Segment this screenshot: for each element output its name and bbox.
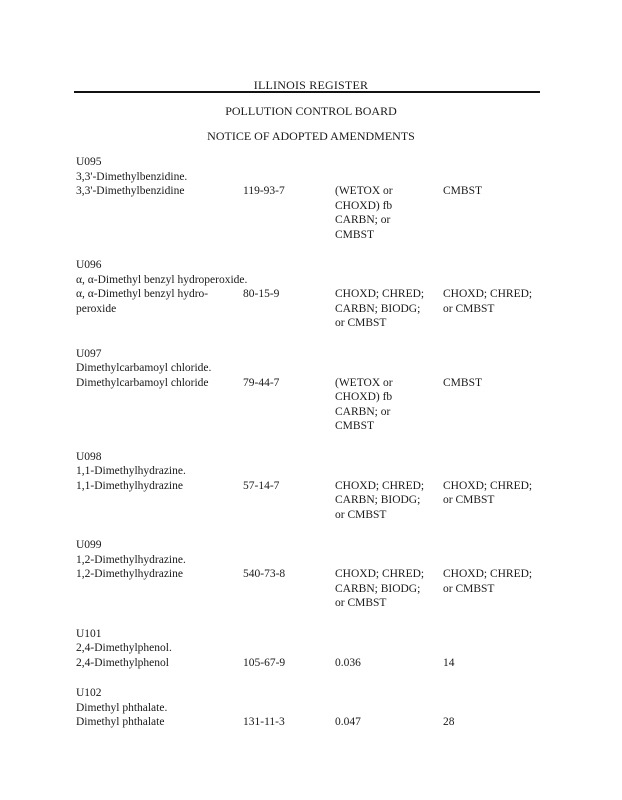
nonwastewater-standard: CHOXD; CHRED; or CMBST xyxy=(443,479,533,506)
nonwastewater-standard: CHOXD; CHRED; or CMBST xyxy=(443,568,533,595)
waste-description: 3,3'-Dimethylbenzidine. xyxy=(76,170,188,183)
constituent-name: 1,1-Dimethylhydrazine xyxy=(76,479,183,492)
waste-code: U102 xyxy=(76,687,102,699)
nonwastewater-standard: CMBST xyxy=(443,376,482,389)
cas-number: 131-11-3 xyxy=(243,716,285,728)
waste-description: Dimethylcarbamoyl chloride. xyxy=(76,362,212,374)
constituent-row xyxy=(76,715,556,730)
constituent-name: α, α-Dimethyl benzyl hydro- peroxide xyxy=(76,288,209,315)
constituent-name: 3,3'-Dimethylbenzidine xyxy=(76,185,185,197)
wastewater-standard: (WETOX or CHOXD) fb CARBN; or CMBST xyxy=(335,376,393,432)
waste-code: U101 xyxy=(76,627,102,640)
nonwastewater-standard: 14 xyxy=(443,656,455,669)
waste-description: α, α-Dimethyl benzyl hydroperoxide. xyxy=(76,273,248,286)
wastewater-standard: 0.047 xyxy=(335,716,361,728)
cas-number: 57-14-7 xyxy=(243,479,280,492)
header-rule xyxy=(74,91,540,93)
waste-entry xyxy=(76,450,556,523)
waste-code: U097 xyxy=(76,347,102,360)
waste-entry xyxy=(76,258,556,331)
waste-description: Dimethyl phthalate. xyxy=(76,701,168,714)
constituent-row xyxy=(76,376,556,434)
constituent-name: 1,2-Dimethylhydrazine xyxy=(76,568,183,580)
cas-number: 80-15-9 xyxy=(243,288,280,300)
waste-entry xyxy=(76,627,556,671)
waste-code: U098 xyxy=(76,450,102,463)
constituent-name: 2,4-Dimethylphenol xyxy=(76,656,169,669)
waste-code: U099 xyxy=(76,539,102,551)
nonwastewater-standard: 28 xyxy=(443,716,455,728)
register-title: ILLINOIS REGISTER xyxy=(253,78,369,92)
waste-entry xyxy=(76,155,556,242)
waste-code: U096 xyxy=(76,259,102,271)
waste-description: 2,4-Dimethylphenol. xyxy=(76,642,172,654)
cas-number: 119-93-7 xyxy=(243,185,285,197)
nonwastewater-standard: CHOXD; CHRED; or CMBST xyxy=(443,288,533,315)
constituent-name: Dimethylcarbamoyl chloride xyxy=(76,376,209,389)
notice-title: NOTICE OF ADOPTED AMENDMENTS xyxy=(207,129,415,143)
constituent-row xyxy=(76,656,556,671)
board-name: POLLUTION CONTROL BOARD xyxy=(225,104,397,118)
constituent-name: Dimethyl phthalate xyxy=(76,716,165,728)
wastewater-standard: 0.036 xyxy=(335,656,361,669)
constituent-row xyxy=(76,479,556,523)
waste-description: 1,2-Dimethylhydrazine. xyxy=(76,553,186,566)
wastewater-standard: (WETOX or CHOXD) fb CARBN; or CMBST xyxy=(335,185,393,241)
cas-number: 540-73-8 xyxy=(243,568,286,580)
wastewater-standard: CHOXD; CHRED; CARBN; BIODG; or CMBST xyxy=(335,288,425,329)
waste-entry xyxy=(76,538,556,611)
wastewater-standard: CHOXD; CHRED; CARBN; BIODG; or CMBST xyxy=(335,568,425,609)
waste-code: U095 xyxy=(76,156,102,168)
waste-table xyxy=(76,155,556,746)
constituent-row xyxy=(76,567,556,611)
cas-number: 79-44-7 xyxy=(243,376,280,389)
cas-number: 105-67-9 xyxy=(243,656,286,669)
nonwastewater-standard: CMBST xyxy=(443,185,482,197)
constituent-row xyxy=(76,287,556,331)
waste-description: 1,1-Dimethylhydrazine. xyxy=(76,465,186,477)
waste-entry xyxy=(76,347,556,434)
wastewater-standard: CHOXD; CHRED; CARBN; BIODG; or CMBST xyxy=(335,479,425,521)
waste-entry xyxy=(76,686,556,730)
constituent-row xyxy=(76,184,556,242)
